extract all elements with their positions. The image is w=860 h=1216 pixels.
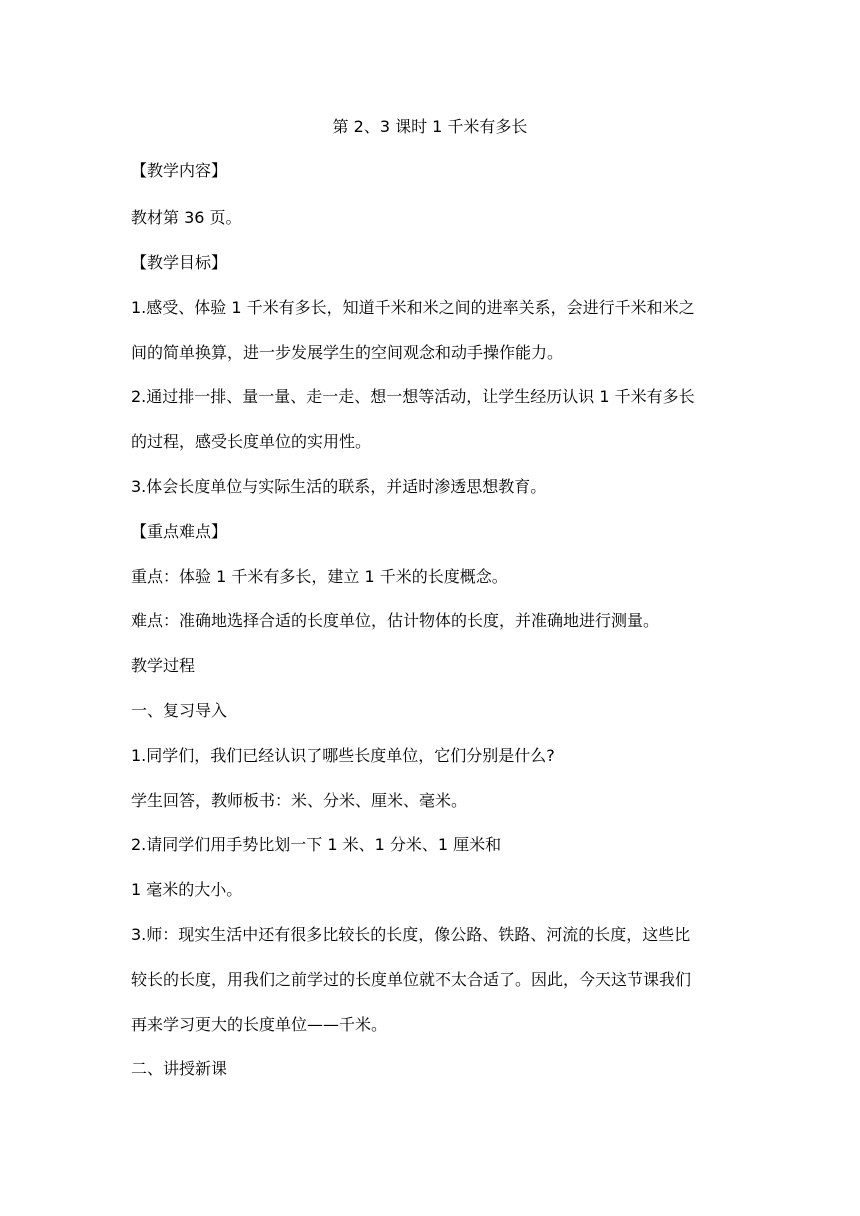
paragraph-line: 2.通过排一排、量一量、走一走、想一想等活动，让学生经历认识 1 千米有多长 <box>131 387 695 406</box>
paragraph-line: 3.体会长度单位与实际生活的联系，并适时渗透思想教育。 <box>131 477 547 496</box>
section-heading-objectives: 【教学目标】 <box>131 253 228 272</box>
paragraph-line: 的过程，感受长度单位的实用性。 <box>131 432 372 451</box>
paragraph-line: 重点：体验 1 千米有多长，建立 1 千米的长度概念。 <box>131 567 508 586</box>
paragraph-line: 1.同学们，我们已经认识了哪些长度单位，它们分别是什么? <box>131 746 555 765</box>
paragraph-line: 教材第 36 页。 <box>131 208 242 227</box>
paragraph-line: 较长的长度，用我们之前学过的长度单位就不太合适了。因此，今天这节课我们 <box>131 970 692 989</box>
subsection-heading: 二、讲授新课 <box>131 1059 228 1078</box>
paragraph-line: 2.请同学们用手势比划一下 1 米、1 分米、1 厘米和 <box>131 835 502 854</box>
paragraph-line: 间的简单换算，进一步发展学生的空间观念和动手操作能力。 <box>131 343 564 362</box>
paragraph-line: 1 毫米的大小。 <box>131 880 243 899</box>
section-heading-content: 【教学内容】 <box>131 161 228 180</box>
section-heading-key-points: 【重点难点】 <box>131 522 228 541</box>
section-heading-process: 教学过程 <box>131 656 196 675</box>
paragraph-line: 学生回答，教师板书：米、分米、厘米、毫米。 <box>131 791 468 810</box>
paragraph-line: 再来学习更大的长度单位——千米。 <box>131 1015 388 1034</box>
paragraph-line: 1.感受、体验 1 千米有多长，知道千米和米之间的进率关系，会进行千米和米之 <box>131 298 695 317</box>
paragraph-line: 难点：准确地选择合适的长度单位，估计物体的长度，并准确地进行测量。 <box>131 611 660 630</box>
subsection-heading: 一、复习导入 <box>131 701 228 720</box>
paragraph-line: 3.师：现实生活中还有很多比较长的长度，像公路、铁路、河流的长度，这些比 <box>131 925 691 944</box>
document-title: 第 2、3 课时 1 千米有多长 <box>332 117 528 136</box>
